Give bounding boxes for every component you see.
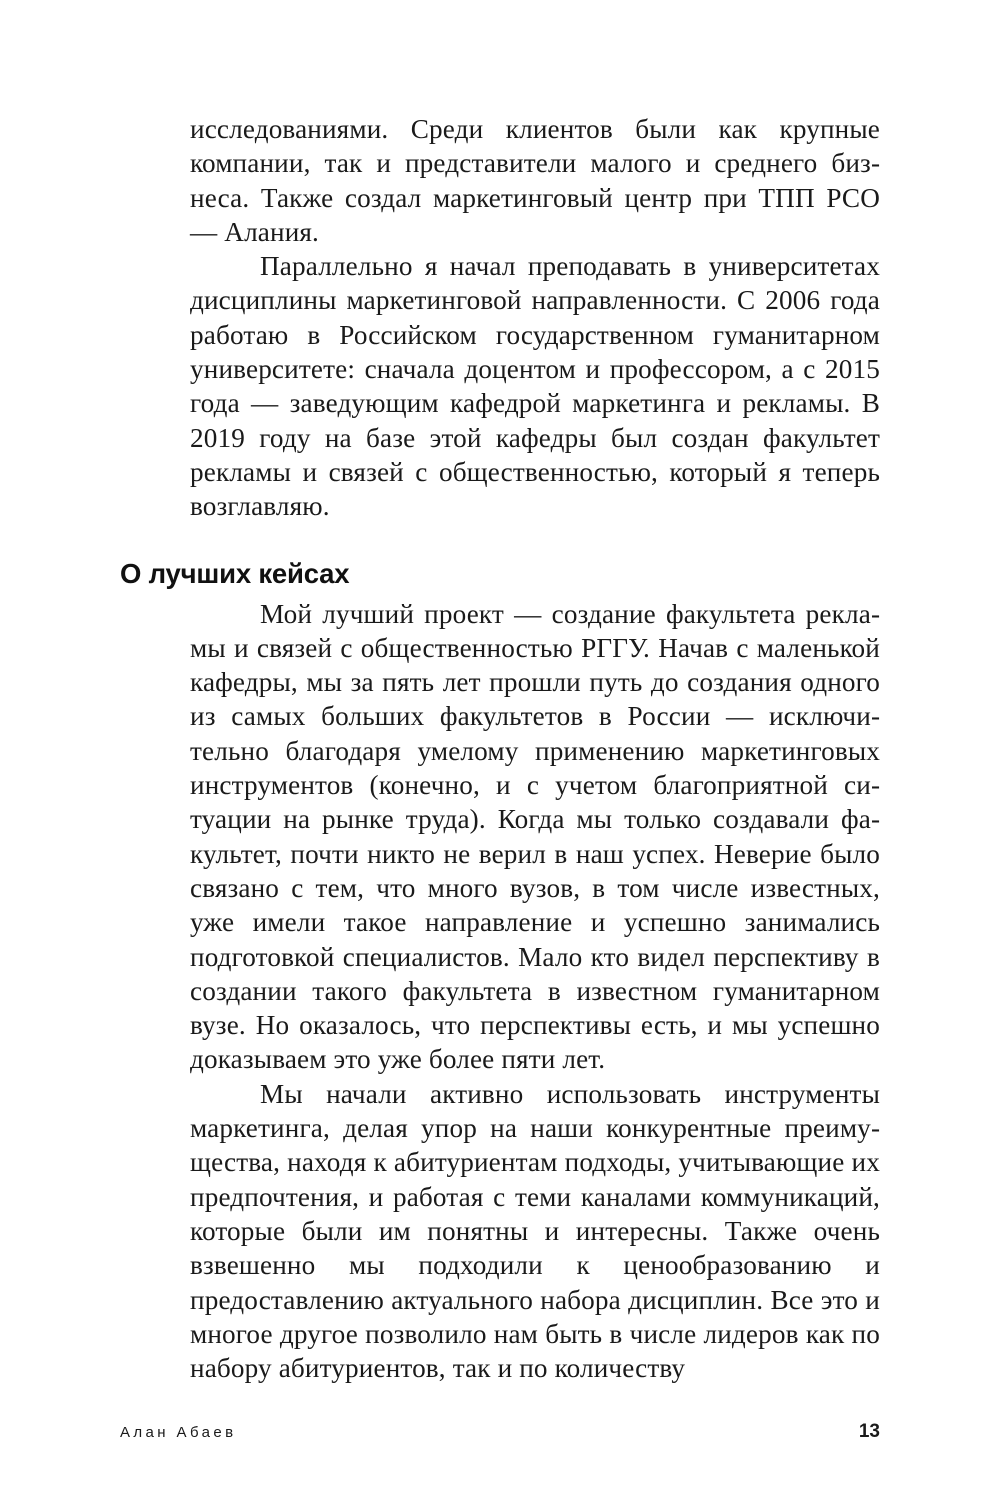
paragraph: Мой лучший проект — создание факультета рекламы и связей с общественностью РГГУ. Начав с маленькой кафедры, мы за пять лет прошли путь до создания одного из самых больших факультетов в России — исключительно благодаря умелому применению маркетинговых инструментов (конечно, и с учетом благоприятной ситуации на рынке труда). Когда мы только создавали факультет, почти никто не верил в наш успех. Неверие было связано с тем, что много вузов, в том числе известных, уже имели такое направление и успешно занимались подготовкой специалистов. Мало кто видел перспективу в создании такого факультета в известном гуманитарном вузе. Но оказалось, что перспективы есть, и мы успешно доказываем это уже более пяти лет. bbox=[190, 598, 880, 1075]
page-number: 13 bbox=[858, 1421, 880, 1442]
paragraph: Мы начали активно использовать инструменты маркетинга, делая упор на наши конкурентные преимущества, находя к абитуриентам подходы, учитывающие их предпочтения, и работая с теми каналами коммуникаций, которые были им понятны и интересны. Также очень взвешенно мы подходили к ценообразованию и предоставлению актуального набора дисциплин. Все это и многое другое позволило нам быть в числе лидеров как по набору абитуриентов, так и по количеству bbox=[190, 1078, 880, 1384]
paragraph: Параллельно я начал преподавать в университетах дисциплины маркетинговой направленности. С 2006 года работаю в Российском государственном гуманитарном университете: сначала доцентом и профессором, а с 2015 года — заведующим кафедрой маркетинга и рекламы. В 2019 году на базе этой кафедры был создан факультет рекламы и связей с общественностью, который я теперь возглавляю. bbox=[190, 251, 880, 522]
section-heading: О лучших кейсах bbox=[120, 557, 350, 589]
running-footer-author: Алан Абаев bbox=[120, 1424, 237, 1441]
paragraph: исследованиями. Среди клиентов были как крупные компании, так и представители малого и среднего бизнеса. Также создал маркетинговый центр при ТПП РСО — Алания. bbox=[190, 114, 880, 247]
text-column bbox=[120, 112, 880, 1385]
page-footer bbox=[120, 1421, 880, 1454]
